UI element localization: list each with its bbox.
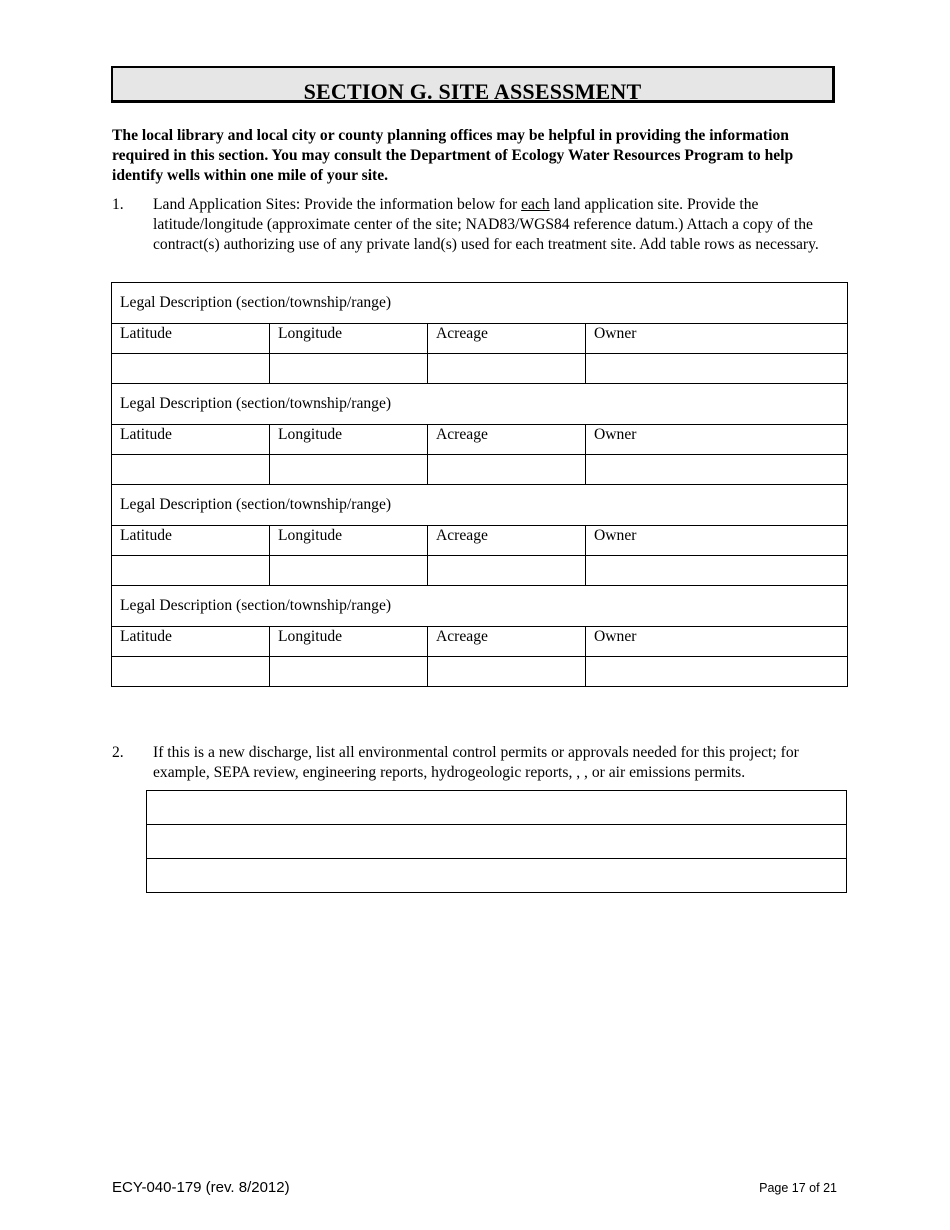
- table-row: [147, 859, 847, 893]
- table-row: [112, 324, 848, 354]
- owner-header: Owner: [586, 324, 848, 354]
- acreage-header: Acreage: [428, 425, 586, 455]
- table-row: [147, 825, 847, 859]
- table-row: [112, 556, 848, 586]
- longitude-input[interactable]: [270, 455, 428, 485]
- latitude-header: Latitude: [112, 324, 270, 354]
- latitude-header: Latitude: [112, 425, 270, 455]
- table-row: [112, 455, 848, 485]
- table-row: [112, 425, 848, 455]
- section-title: SECTION G. SITE ASSESSMENT: [303, 79, 642, 104]
- longitude-input[interactable]: [270, 354, 428, 384]
- question-1-text: [153, 195, 843, 255]
- form-id: ECY-040-179 (rev. 8/2012): [112, 1179, 290, 1196]
- acreage-header: Acreage: [428, 324, 586, 354]
- permits-table: [146, 790, 847, 893]
- table-row: [112, 586, 848, 627]
- question-1-text-a: Land Application Sites: Provide the information below for: [153, 196, 522, 213]
- acreage-input[interactable]: [428, 455, 586, 485]
- table-row: [112, 526, 848, 556]
- legal-description-field[interactable]: Legal Description (section/township/range): [112, 485, 848, 526]
- table-row: [112, 657, 848, 687]
- owner-header: Owner: [586, 425, 848, 455]
- longitude-header: Longitude: [270, 627, 428, 657]
- question-2-text: If this is a new discharge, list all environmental control permits or approvals needed for this project; for example, SEPA review, engineering reports, hydrogeologic reports, , , or air emissions permits.: [153, 744, 799, 781]
- acreage-input[interactable]: [428, 354, 586, 384]
- question-2-number: 2.: [112, 744, 124, 761]
- table-row: [112, 354, 848, 384]
- permit-input[interactable]: [147, 791, 847, 825]
- owner-input[interactable]: [586, 657, 848, 687]
- section-header: [111, 66, 835, 103]
- legal-description-field[interactable]: Legal Description (section/township/range): [112, 586, 848, 627]
- question-1-text-b: land application site. Provide the latitude/longitude (approximate center of the site; NAD83/WGS84 reference datum.) Attach a copy of the contract(s) authorizing use of any private land(s) used for each treatment site. Add table rows as necessary.: [153, 196, 819, 253]
- table-row: [112, 485, 848, 526]
- latitude-input[interactable]: [112, 354, 270, 384]
- latitude-header: Latitude: [112, 526, 270, 556]
- acreage-header: Acreage: [428, 526, 586, 556]
- owner-input[interactable]: [586, 455, 848, 485]
- table-row: [112, 283, 848, 324]
- legal-description-field[interactable]: Legal Description (section/township/range): [112, 283, 848, 324]
- longitude-header: Longitude: [270, 324, 428, 354]
- permit-input[interactable]: [147, 825, 847, 859]
- latitude-input[interactable]: [112, 657, 270, 687]
- latitude-input[interactable]: [112, 455, 270, 485]
- owner-input[interactable]: [586, 556, 848, 586]
- latitude-header: Latitude: [112, 627, 270, 657]
- longitude-header: Longitude: [270, 526, 428, 556]
- intro-text: The local library and local city or county planning offices may be helpful in providing the information required in this section. You may consult the Department of Ecology Water Resources Program to help identify wells within one mile of your site.: [112, 127, 794, 184]
- page-number: Page 17 of 21: [759, 1181, 837, 1195]
- owner-header: Owner: [586, 526, 848, 556]
- longitude-input[interactable]: [270, 556, 428, 586]
- table-row: [112, 384, 848, 425]
- legal-description-field[interactable]: Legal Description (section/township/range): [112, 384, 848, 425]
- table-row: [147, 791, 847, 825]
- latitude-input[interactable]: [112, 556, 270, 586]
- longitude-header: Longitude: [270, 425, 428, 455]
- acreage-header: Acreage: [428, 627, 586, 657]
- permit-input[interactable]: [147, 859, 847, 893]
- question-1-emphasis: each: [521, 196, 550, 213]
- acreage-input[interactable]: [428, 657, 586, 687]
- acreage-input[interactable]: [428, 556, 586, 586]
- table-row: [112, 627, 848, 657]
- owner-header: Owner: [586, 627, 848, 657]
- question-1-number: 1.: [112, 196, 124, 213]
- land-application-sites-table: [111, 282, 848, 687]
- owner-input[interactable]: [586, 354, 848, 384]
- longitude-input[interactable]: [270, 657, 428, 687]
